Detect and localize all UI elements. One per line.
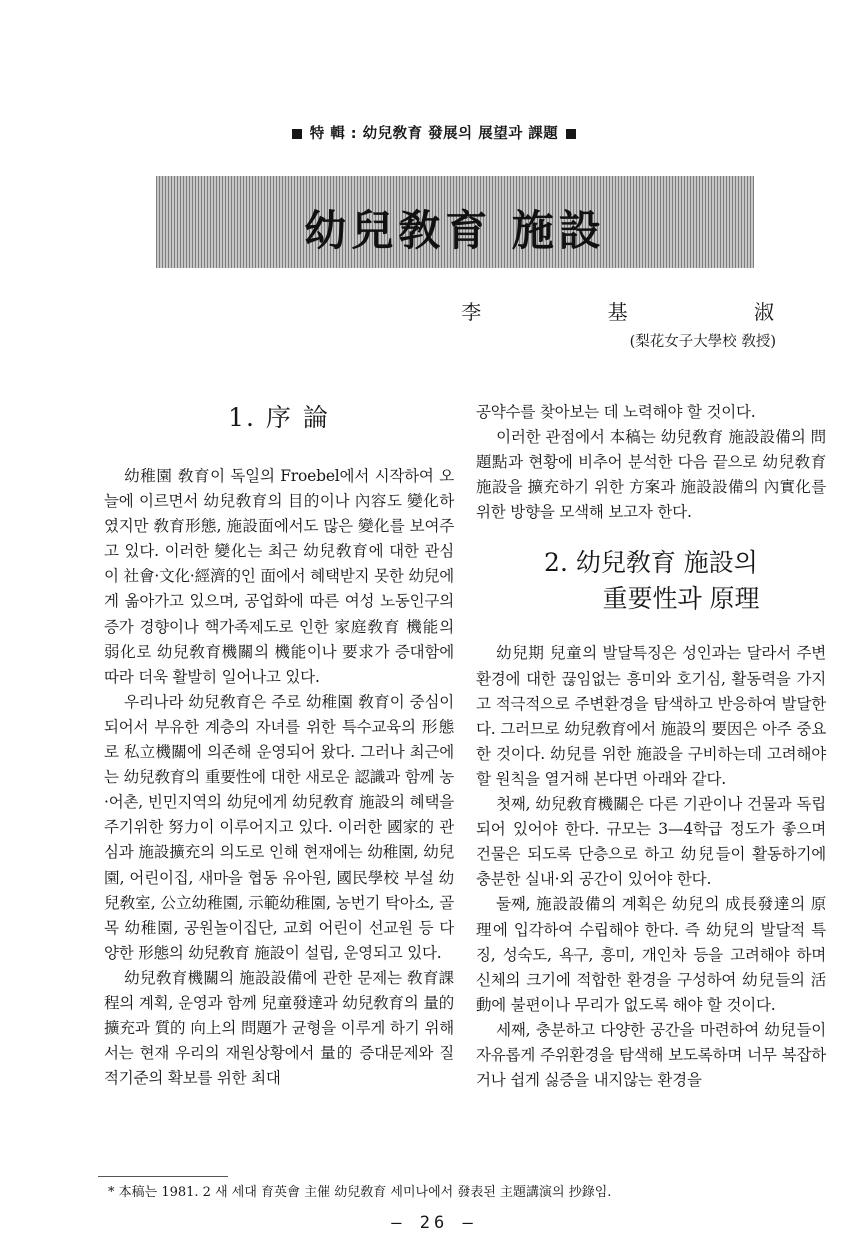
page-number: — 26 — xyxy=(391,1213,477,1233)
series-header xyxy=(0,122,868,143)
square-bullet-icon xyxy=(566,129,576,139)
author-affiliation: (梨花女子大學校 敎授) xyxy=(629,334,776,350)
section-heading-importance-line2: 重要性과 原理 xyxy=(602,584,760,614)
footnote: * 本稿는 1981. 2 새 세대 育英會 主催 幼兒敎育 세미나에서 發表된 主題講演의 抄錄임. xyxy=(108,1185,612,1200)
paragraph: 이러한 관점에서 本稿는 幼兒敎育 施設設備의 問題點과 현황에 비추어 분석한 다음 끝으로 幼兒敎育 施設을 擴充하기 위한 方案과 施設設備의 內實化를 위한 방향을 모색해 보고자 한다. xyxy=(476,428,826,522)
title-banner xyxy=(156,176,754,268)
paragraph: 첫째, 幼兒敎育機關은 다른 기관이나 건물과 독립되어 있어야 한다. 규모는 3—4학급 정도가 좋으며 건물은 되도록 단층으로 하고 幼兒들이 활동하기에 충분한 실내·외 공간이 있어야 한다. xyxy=(476,795,826,889)
paragraph: 幼稚園 敎育이 독일의 Froebel에서 시작하여 오늘에 이르면서 幼兒敎育의 目的이나 內容도 變化하였지만 敎育形態, 施設面에서도 많은 變化를 보여주고 있다. 이러한 變化는 최근 幼兒敎育에 대한 관심이 社會·文化·經濟的인 面에서 혜택받지 못한 幼兒에게 옮아가고 있으며, 공업화에 따른 여성 노동인구의 증가 경향이나 핵가족제도로 인한 家庭敎育 機能의 弱化로 幼兒敎育機關의 機能이나 要求가 증대함에 따라 더욱 활발히 일어나고 있다. xyxy=(104,467,454,686)
article-title: 幼兒敎育 施設 xyxy=(304,206,606,255)
paragraph: 幼兒敎育機關의 施設設備에 관한 문제는 敎育課程의 계획, 운영과 함께 兒童發達과 幼兒敎育의 量的 擴充과 質的 向上의 問題가 균형을 이루게 하기 위해서는 현재 우리의 재원상황에서 量的 증대문제와 질적기준의 확보를 위한 최대 xyxy=(104,968,454,1088)
section-heading-importance: 2. 幼兒敎育 施設의 xyxy=(544,548,758,578)
paragraph: 세째, 충분하고 다양한 공간을 마련하여 幼兒들이 자유롭게 주위환경을 탐색해 보도록하며 너무 복잡하거나 쉽게 싫증을 내지않는 환경을 xyxy=(476,1020,826,1090)
paragraph: 우리나라 幼兒敎育은 주로 幼稚園 敎育이 중심이 되어서 부유한 계층의 자녀를 위한 특수교육의 形態로 私立機關에 의존해 운영되어 왔다. 그러나 최근에는 幼兒敎育의 重要性에 대한 새로운 認識과 함께 농·어촌, 빈민지역의 幼兒에게 幼兒敎育 施設의 혜택을 주기위한 努力이 이루어지고 있다. 이러한 國家的 관심과 施設擴充의 의도로 인해 현재에는 幼稚園, 幼兒園, 어린이집, 새마을 협동 유아원, 國民學校 부설 幼兒敎室, 公立幼稚園, 示範幼稚園, 농번기 탁아소, 골목 幼稚園, 공원놀이집단, 교회 어린이 선교원 등 다양한 形態의 幼兒敎育 施設이 설립, 운영되고 있다. xyxy=(104,692,454,962)
author-name: 李 基 淑 xyxy=(461,300,834,324)
right-column xyxy=(476,400,826,1093)
section-heading-introduction: 1. 序 論 xyxy=(228,403,330,432)
paragraph-continuation: 공약수를 찾아보는 데 노력해야 할 것이다. xyxy=(476,403,756,421)
paragraph: 幼兒期 兒童의 발달특징은 성인과는 달라서 주변환경에 대한 끊임없는 흥미와 호기심, 활동력을 가지고 적극적으로 주변환경을 탐색하고 반응하여 발달한다. 그러므로 幼兒敎育에서 施設의 要因은 아주 중요한 것이다. 幼兒를 위한 施設을 구비하는데 고려해야 할 원칙을 열거해 본다면 아래와 같다. xyxy=(476,644,826,788)
footnote-divider xyxy=(98,1176,228,1177)
paragraph: 둘째, 施設設備의 계획은 幼兒의 成長發達의 原理에 입각하여 수립해야 한다. 즉 幼兒의 발달적 특징, 성숙도, 욕구, 흥미, 개인차 등을 고려해야 하며 신체의 크기에 적합한 환경을 구성하여 幼兒들의 活動에 불편이나 무리가 없도록 해야 할 것이다. xyxy=(476,895,826,1014)
square-bullet-icon xyxy=(292,129,302,139)
series-label: 特 輯 : 幼兒敎育 發展의 展望과 課題 xyxy=(309,126,559,142)
left-column xyxy=(104,400,454,1091)
